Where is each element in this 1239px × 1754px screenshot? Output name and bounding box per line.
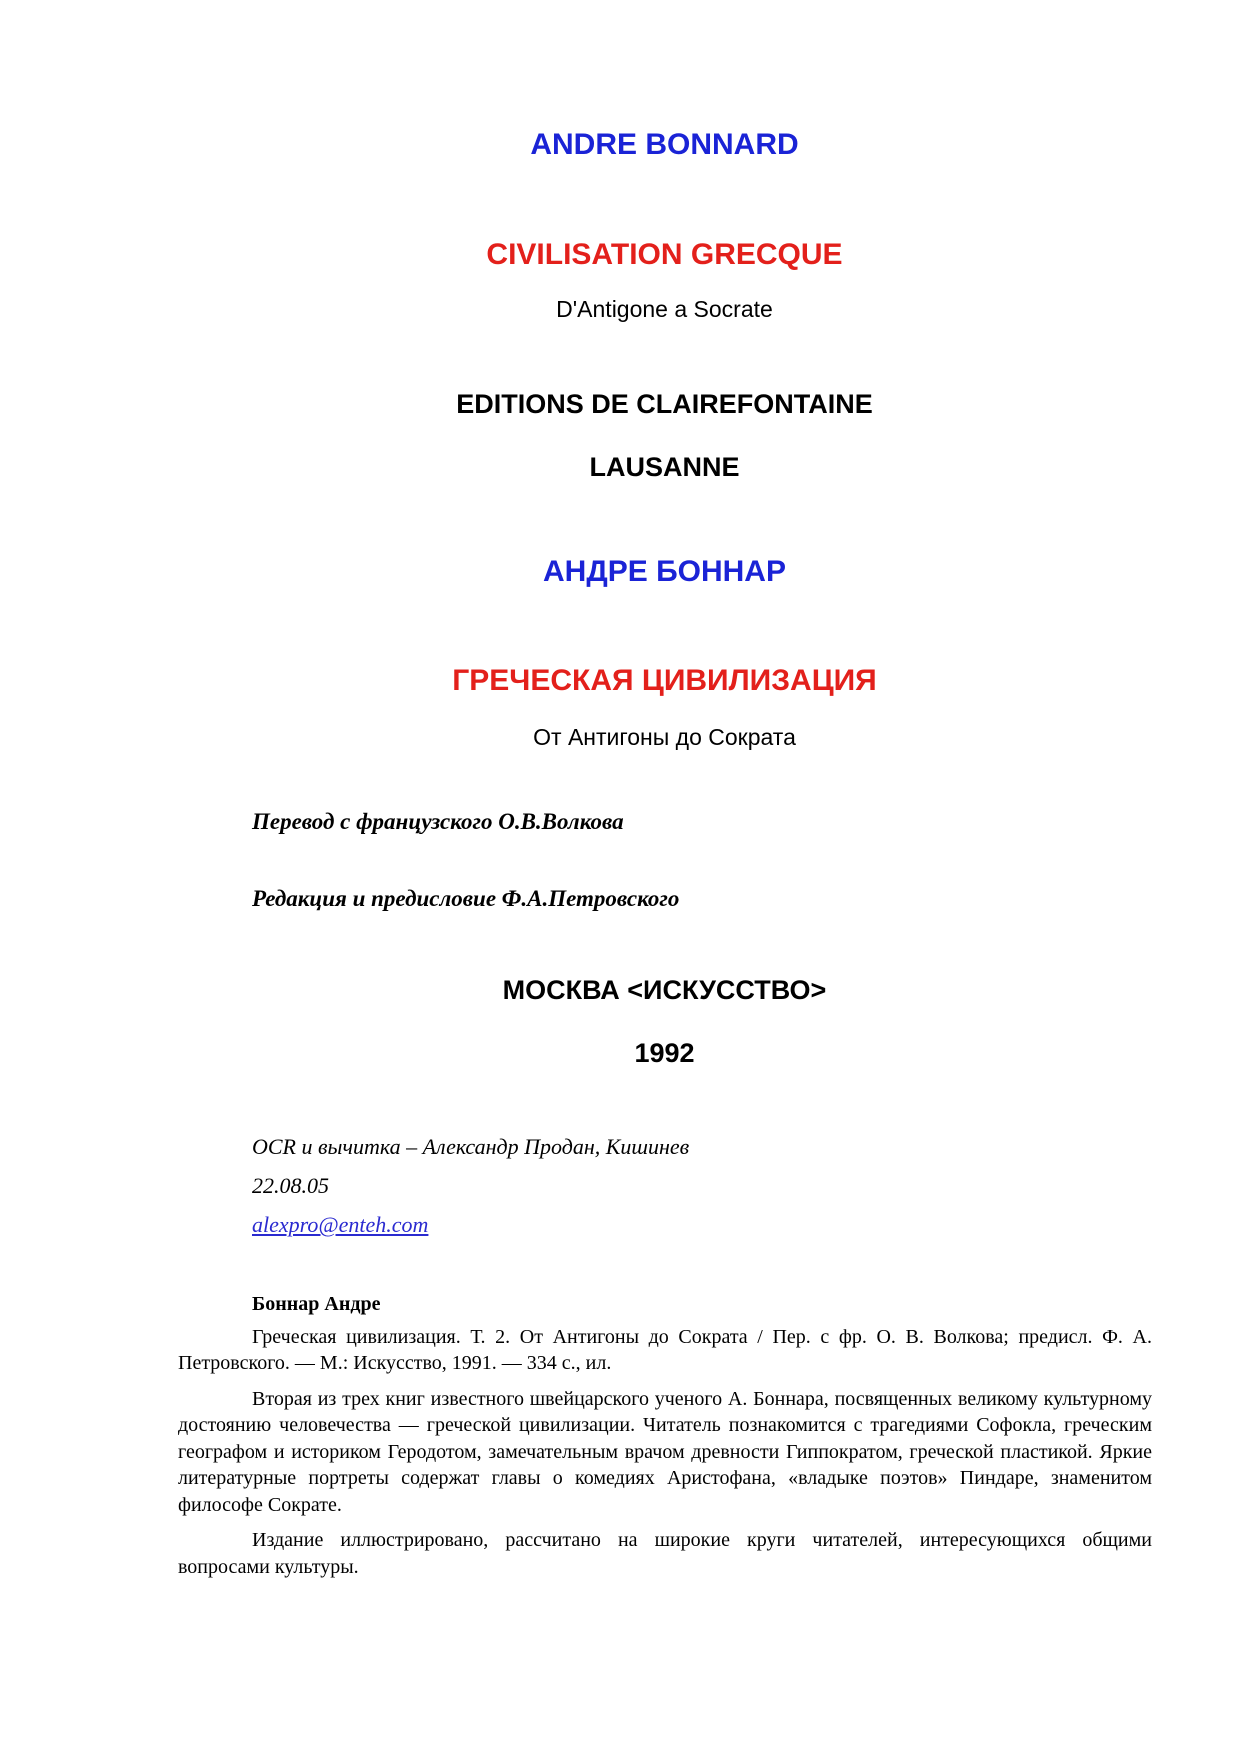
original-author: ANDRE BONNARD xyxy=(530,128,799,161)
original-title: CIVILISATION GRECQUE xyxy=(486,238,843,271)
bibliography-block xyxy=(178,1291,1152,1589)
bibliography-citation: Греческая цивилизация. Т. 2. От Антигоны до Сократа / Пер. с фр. О. В. Волкова; предисл. Ф. А. Петровского. — М.: Искусство, 1991. — 334 с., ил. xyxy=(178,1325,1152,1374)
original-subtitle: D'Antigone a Socrate xyxy=(556,296,773,322)
editor-credit: Редакция и предисловие Ф.А.Петровского xyxy=(252,886,680,911)
translation-title: ГРЕЧЕСКАЯ ЦИВИЛИЗАЦИЯ xyxy=(452,664,877,697)
email-link-text[interactable]: alexpro@enteh.com xyxy=(252,1212,429,1237)
publication-year: 1992 xyxy=(634,1038,695,1068)
translation-author: АНДРЕ БОННАР xyxy=(543,555,786,588)
publisher-city: МОСКВА <ИСКУССТВО> xyxy=(502,975,827,1005)
ocr-date: 22.08.05 xyxy=(252,1173,329,1198)
ocr-email-link[interactable] xyxy=(252,1212,428,1238)
bibliography-author: Боннар Андре xyxy=(252,1293,381,1315)
translation-subtitle: От Антигоны до Сократа xyxy=(533,724,796,750)
bibliography-annotation: Вторая из трех книг известного швейцарского ученого А. Боннара, посвященных великому культурному достоянию человечества — греческой цивилизации. Читатель познакомится с трагедиями Софокла, греческим географом и историком Геродотом, замечательным врачом древности Гиппократом, греческой пластикой. Яркие литературные портреты содержат главы о комедиях Аристофана, «владыке поэтов» Пиндаре, знаменитом философе Сократе. xyxy=(178,1387,1152,1516)
original-city: LAUSANNE xyxy=(589,452,740,482)
ocr-credit: OCR и вычитка – Александр Продан, Кишинев xyxy=(252,1134,690,1159)
bibliography-audience: Издание иллюстрировано, рассчитано на широкие круги читателей, интересующихся общими вопросами культуры. xyxy=(178,1529,1152,1578)
translator-credit: Перевод с французского О.В.Волкова xyxy=(252,809,624,834)
original-publisher: EDITIONS DE CLAIREFONTAINE xyxy=(456,389,873,419)
